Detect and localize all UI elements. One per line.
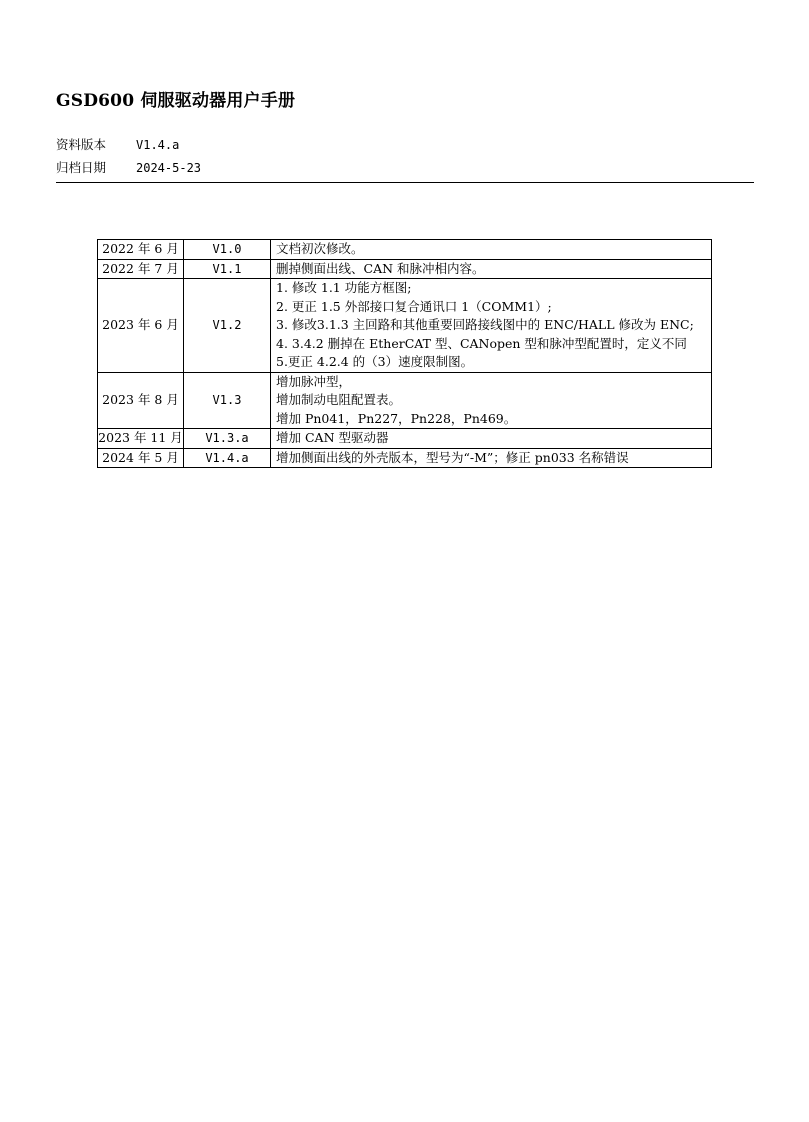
- header-divider: [56, 182, 754, 183]
- revision-row: [98, 259, 712, 279]
- revision-description-line: 3. 修改3.1.3 主回路和其他重要回路接线图中的 ENC/HALL 修改为 ENC;: [276, 317, 694, 332]
- revision-history-table: [97, 239, 712, 468]
- revision-date: 2023 年 8 月: [98, 372, 184, 429]
- revision-description-line: 增加侧面出线的外壳版本，型号为“-M”；修正 pn033 名称错误: [276, 449, 629, 465]
- revision-version: V1.1: [184, 259, 271, 279]
- revision-row: [98, 448, 712, 468]
- revision-description: [271, 240, 712, 260]
- revision-description-line: 删掉侧面出线、CAN 和脉冲相内容。: [276, 260, 485, 276]
- revision-date: 2022 年 6 月: [98, 240, 184, 260]
- revision-description: [271, 448, 712, 468]
- revision-date: 2023 年 6 月: [98, 279, 184, 373]
- meta-value: V1.4.a: [136, 138, 180, 152]
- revision-date: 2023 年 11 月: [98, 429, 184, 449]
- revision-version: V1.2: [184, 279, 271, 373]
- revision-description-line: 增加 Pn041，Pn227，Pn228，Pn469。: [276, 410, 517, 426]
- revision-description-line: 5.更正 4.2.4 的（3）速度限制图。: [276, 354, 474, 369]
- revision-description-line: 2. 更正 1.5 外部接口复合通讯口 1（COMM1）;: [276, 298, 552, 314]
- revision-version: V1.4.a: [184, 448, 271, 468]
- meta-row-date: [56, 158, 201, 176]
- revision-row: [98, 372, 712, 429]
- meta-label: 归档日期: [56, 160, 107, 175]
- revision-description-line: 增加 CAN 型驱动器: [276, 430, 389, 445]
- revision-version: V1.0: [184, 240, 271, 260]
- revision-description-line: 4. 3.4.2 删掉在 EtherCAT 型、CANopen 型和脉冲型配置时，定义不同: [276, 335, 687, 351]
- revision-table-body: [98, 240, 712, 468]
- revision-description: [271, 279, 712, 373]
- revision-version: V1.3.a: [184, 429, 271, 449]
- revision-row: [98, 240, 712, 260]
- revision-row: [98, 279, 712, 373]
- meta-value: 2024-5-23: [136, 161, 202, 175]
- document-title: GSD600 伺服驱动器用户手册: [56, 91, 296, 111]
- revision-version: V1.3: [184, 372, 271, 429]
- revision-description-line: 增加制动电阻配置表。: [276, 392, 402, 407]
- revision-date: 2022 年 7 月: [98, 259, 184, 279]
- meta-row-version: [56, 135, 179, 153]
- meta-label: 资料版本: [56, 137, 107, 152]
- revision-description-line: 增加脉冲型，: [276, 373, 352, 389]
- revision-description-line: 文档初次修改。: [276, 241, 364, 256]
- revision-row: [98, 429, 712, 449]
- revision-description-line: 1. 修改 1.1 功能方框图;: [276, 280, 412, 295]
- revision-description: [271, 429, 712, 449]
- revision-description: [271, 372, 712, 429]
- revision-date: 2024 年 5 月: [98, 448, 184, 468]
- revision-description: [271, 259, 712, 279]
